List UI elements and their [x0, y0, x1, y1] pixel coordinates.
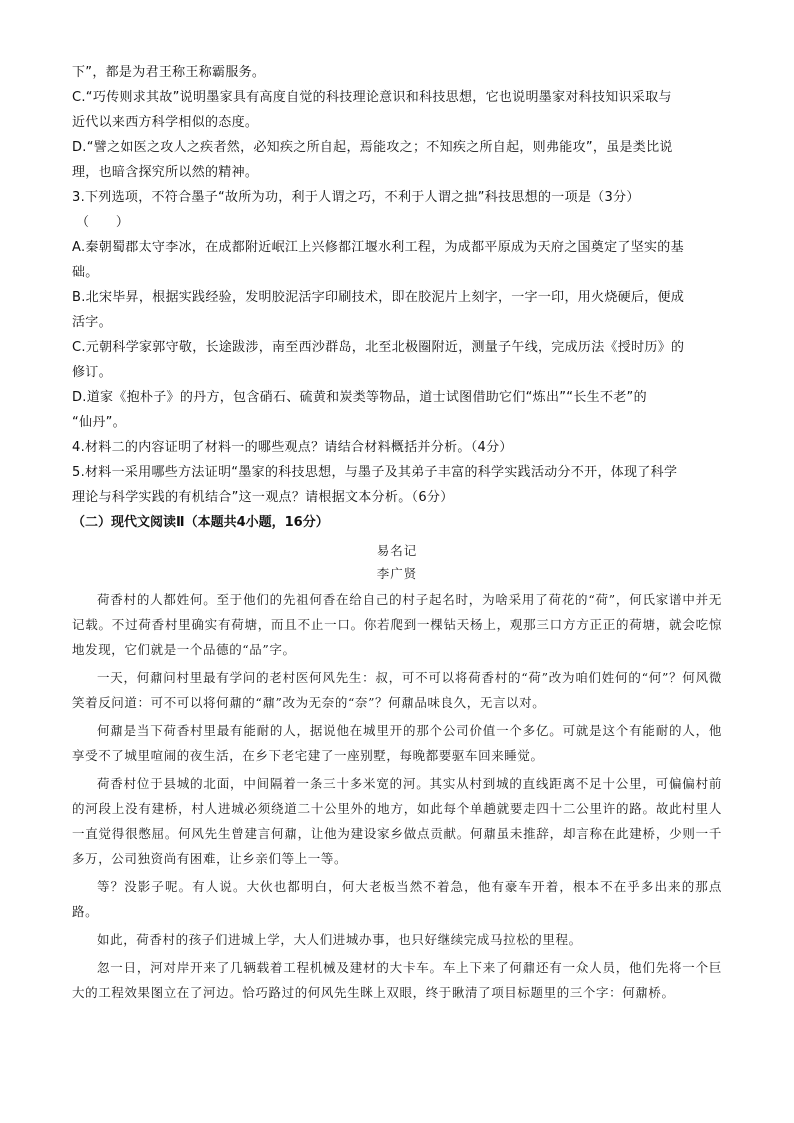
questions-block: [72, 60, 722, 510]
text-line: 础。: [72, 265, 99, 280]
story-block: [72, 539, 722, 1005]
option-b-line: B.北宋毕昇，根据实践经验，发明胶泥活字印刷技术，即在胶泥片上刻字，一字一印，用火烧硬后，便成: [72, 290, 685, 305]
text-line: 下”，都是为君王称王称霸服务。: [72, 65, 266, 80]
story-paragraph: 如此，荷香村的孩子们进城上学，大人们进城办事，也只好继续完成马拉松的里程。: [97, 932, 582, 947]
story-paragraph: 一天，何鼐问村里最有学问的老村医何风先生：叔，可不可以将荷香村的“荷”改为咱们姓何的“何”？何风微笑着反问道：可不可以将何鼐的“鼐”改为无奈的“奈”？何鼐品味良久，无言以对。: [72, 670, 722, 710]
story-author: 李广贤: [376, 566, 418, 581]
text-line: 活字。: [72, 315, 112, 330]
answer-blank: （ ）: [76, 215, 130, 230]
option-d-line: D.“譬之如医之攻人之疾者然，必知疾之所自起，焉能攻之；不知疾之所自起，则弗能攻”，虽是类比说: [72, 140, 673, 155]
story-title: 易名记: [376, 543, 418, 558]
text-line: “仙丹”。: [72, 415, 126, 430]
story-paragraph: 忽一日，河对岸开来了几辆载着工程机械及建材的大卡车。车上下来了何鼐还有一众人员，他们先将一个巨大的工程效果图立在了河边。恰巧路过的何风先生眯上双眼，终于瞅清了项目标题里的三个字：何鼐桥。: [72, 960, 722, 1000]
story-paragraph: 荷香村位于县城的北面，中间隔着一条三十多米宽的河。其实从村到城的直线距离不足十公里，可偏偏村前的河段上没有建桥，村人进城必须绕道二十公里外的地方，如此每个单趟就要走四十二公里许的路。故此村里人一直觉得很憋屈。何风先生曾建言何鼐，让他为建设家乡做点贡献。何鼐虽未推辞，却言称在此建桥，少则一千多万，公司独资尚有困难，让乡亲们等上一等。: [72, 776, 722, 866]
option-c-line: C.元朝科学家郭守敬，长途跋涉，南至西沙群岛，北至北极圈附近，测量子午线，完成历法《授时历》的: [72, 340, 685, 355]
section-title: （二）现代文阅读Ⅱ（本题共4小题，16分）: [72, 515, 329, 530]
text-line: 理论与科学实践的有机结合”这一观点？请根据文本分析。（6分）: [72, 490, 454, 505]
story-paragraph: 等？没影子呢。有人说。大伙也都明白，何大老板当然不着急，他有豪车开着，根本不在乎多出来的那点路。: [72, 879, 722, 919]
text-line: 修订。: [72, 365, 112, 380]
story-paragraph: 何鼐是当下荷香村里最有能耐的人，据说他在城里开的那个公司价值一个多亿。可就是这个有能耐的人，他享受不了城里喧闹的夜生活，在乡下老宅建了一座别墅，每晚都要驱车回来睡觉。: [72, 723, 722, 763]
option-d-line: D.道家《抱朴子》的丹方，包含硝石、硫黄和炭类等物品，道士试图借助它们“炼出”“长生不老”的: [72, 390, 647, 405]
question-4: 4.材料二的内容证明了材料一的哪些观点？请结合材料概括并分析。（4分）: [72, 440, 513, 455]
option-c-line: C.“巧传则求其故”说明墨家具有高度自觉的科技理论意识和科技思想，它也说明墨家对科技知识采取与: [72, 90, 672, 105]
story-paragraph: 荷香村的人都姓何。至于他们的先祖何香在给自己的村子起名时，为啥采用了荷花的“荷”，何氏家谱中并无记载。不过荷香村里确实有荷塘，而且不止一口。你若爬到一棵钻天杨上，观那三口方方正正的荷塘，就会吃惊地发现，它们就是一个品德的“品”字。: [72, 592, 722, 657]
question-3-stem: 3.下列选项，不符合墨子“故所为功，利于人谓之巧，不利于人谓之拙”科技思想的一项是（3分）: [72, 190, 640, 205]
option-a-line: A.秦朝蜀郡太守李冰，在成都附近岷江上兴修都江堰水利工程，为成都平原成为天府之国奠定了坚实的基: [72, 240, 684, 255]
text-line: 近代以来西方科学相似的态度。: [72, 115, 259, 130]
text-line: 理，也暗含探究所以然的精神。: [72, 165, 259, 180]
document-page: [72, 60, 722, 1008]
question-5: 5.材料一采用哪些方法证明“墨家的科技思想，与墨子及其弟子丰富的科学实践活动分不开，体现了科学: [72, 465, 678, 480]
